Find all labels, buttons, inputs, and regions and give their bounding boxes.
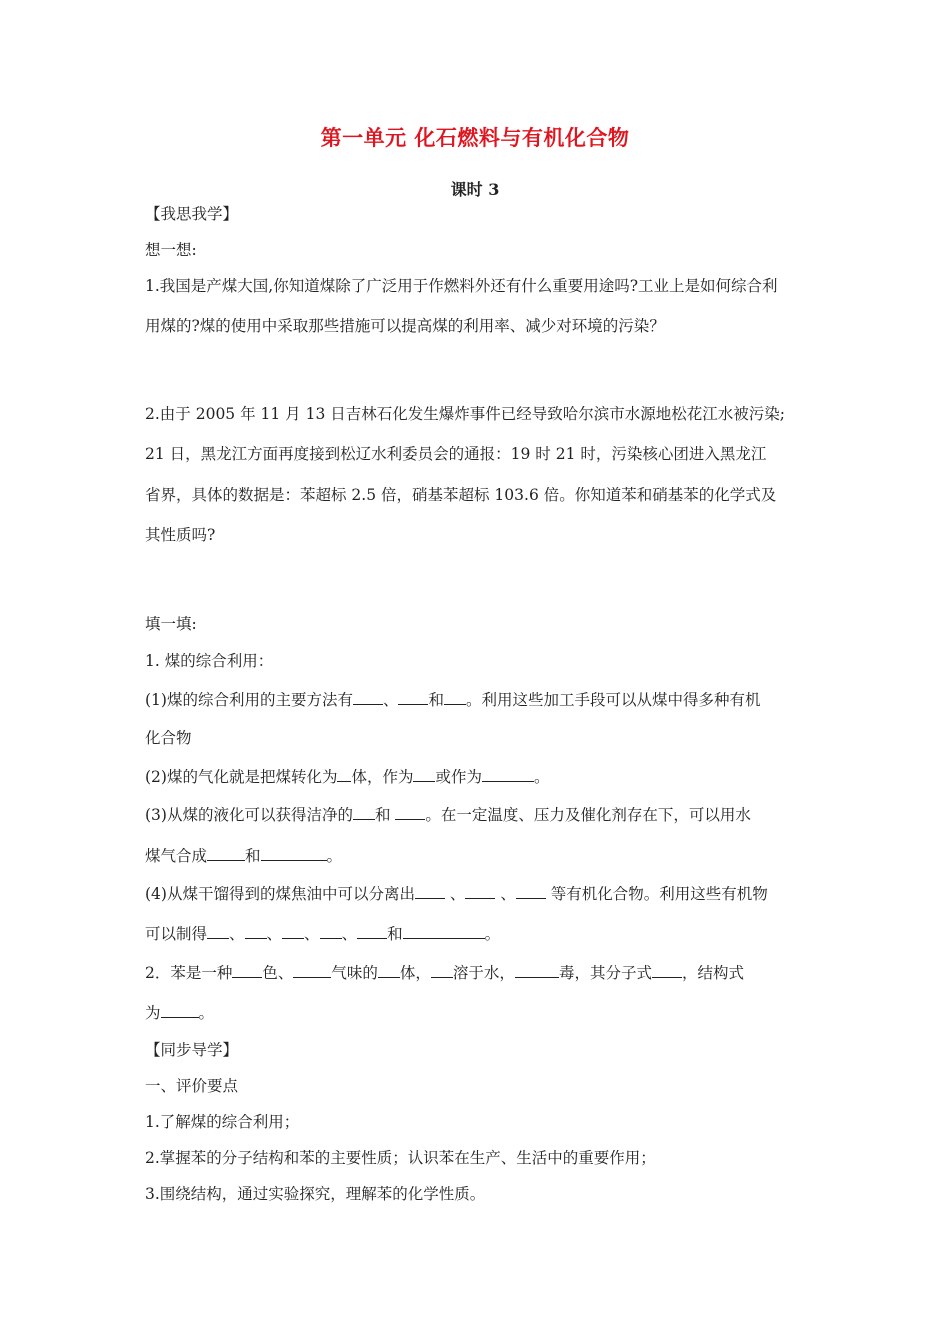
fill-line-4-cont: 可以制得 、 、 、 、 和 。 [145,925,501,943]
blank [444,689,466,705]
fill-line-1: (1)煤的综合利用的主要方法有 、 和 。利用这些加工手段可以从煤中得多种有机 [145,691,761,709]
question-2-line-2: 21 日，黑龙江方面再度接到松辽水利委员会的通报：19 时 21 时，污染核心团进入黑龙江 [145,445,767,463]
blank [293,962,331,978]
blank [357,923,387,939]
blank [403,923,485,939]
section-header-think: 【我思我学】 [145,205,239,223]
blank [413,766,435,782]
blank [395,804,425,820]
blank [232,962,262,978]
fill-line-3: (3)从煤的液化可以获得洁净的 和 。在一定温度、压力及催化剂存在下，可以用水 [145,806,751,824]
blank [415,883,445,899]
guide-point-2: 2.掌握苯的分子结构和苯的主要性质；认识苯在生产、生活中的重要作用； [145,1149,656,1167]
blank [320,923,342,939]
guide-point-3: 3.围绕结构，通过实验探究，理解苯的化学性质。 [145,1185,486,1203]
blank [207,923,229,939]
guide-point-1: 1.了解煤的综合利用； [145,1113,300,1131]
blank [515,962,559,978]
blank [161,1002,199,1018]
question-1-line-1: 1.我国是产煤大国,你知道煤除了广泛用于作燃料外还有什么重要用途吗?工业上是如何综合利 [145,277,778,295]
question-2-line-4: 其性质吗? [145,526,216,544]
blank [337,766,351,782]
guide-subheader: 一、评价要点 [145,1077,239,1095]
blank [465,883,495,899]
blank [516,883,546,899]
lesson-subtitle: 课时 3 [450,180,500,199]
fill-line-3-cont: 煤气合成 和 。 [145,847,343,865]
section-header-guide: 【同步导学】 [145,1041,239,1059]
fill-item-1-title: 1. 煤的综合利用： [145,652,274,670]
blank [482,766,534,782]
blank [431,962,453,978]
fill-label: 填一填: [145,615,197,633]
document-title: 第一单元 化石燃料与有机化合物 [320,125,630,150]
question-1-line-2: 用煤的?煤的使用中采取那些措施可以提高煤的利用率、减少对环境的污染？ [145,317,665,335]
fill-line-5-cont: 为 。 [145,1004,215,1022]
blank [245,923,267,939]
fill-line-1-cont: 化合物 [145,729,192,747]
blank [207,845,245,861]
question-2-line-1: 2.由于 2005 年 11 月 13 日吉林石化发生爆炸事件已经导致哈尔滨市水源地松花江水被污染; [145,405,785,423]
blank [353,804,375,820]
blank [398,689,428,705]
blank [378,962,400,978]
fill-line-4: (4)从煤干馏得到的煤焦油中可以分离出 、 、 等有机化合物。利用这些有机物 [145,885,768,903]
blank [261,845,327,861]
blank [652,962,682,978]
blank [282,923,304,939]
fill-line-2: (2)煤的气化就是把煤转化为 体，作为 或作为 。 [145,768,550,786]
think-label: 想一想: [145,241,197,259]
question-2-line-3: 省界，具体的数据是：苯超标 2.5 倍，硝基苯超标 103.6 倍。你知道苯和硝基苯的化学式及 [145,486,777,504]
blank [353,689,383,705]
fill-line-5: 2．苯是一种 色、 气味的 体， 溶于水， 毒，其分子式 ，结构式 [145,964,744,982]
